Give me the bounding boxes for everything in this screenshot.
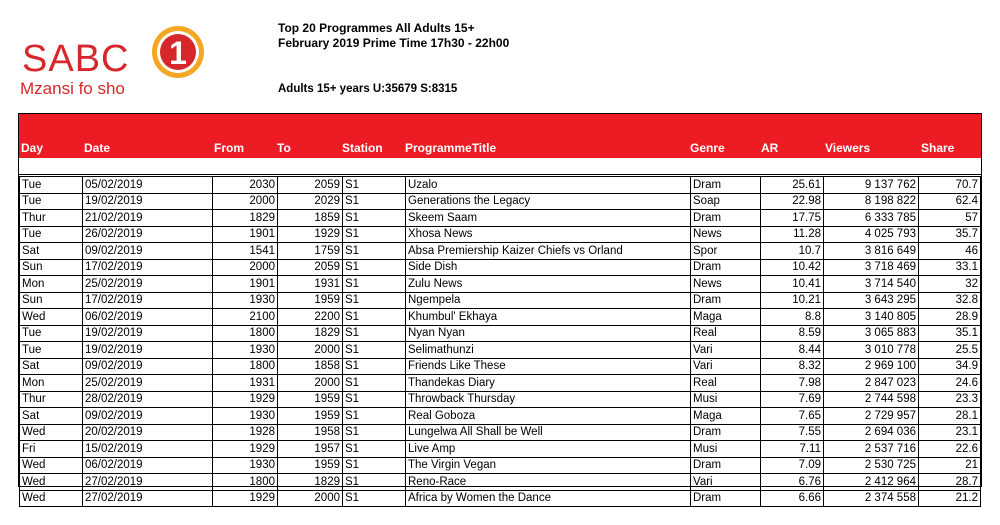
- cell-ar: 10.21: [761, 292, 824, 309]
- cell-viewers: 2 744 598: [824, 391, 919, 408]
- table-row: [20, 292, 981, 309]
- cell-programme-title: Side Dish: [406, 259, 691, 276]
- cell-day: Wed: [20, 424, 83, 441]
- cell-date: 28/02/2019: [83, 391, 213, 408]
- table-row: [20, 342, 981, 359]
- table-row: [20, 408, 981, 425]
- cell-to: 1829: [278, 325, 343, 342]
- cell-to: 1858: [278, 358, 343, 375]
- cell-share: 70.7: [919, 177, 981, 194]
- cell-day: Wed: [20, 457, 83, 474]
- cell-ar: 7.98: [761, 375, 824, 392]
- cell-genre: Dram: [691, 490, 761, 507]
- cell-station: S1: [343, 292, 406, 309]
- cell-viewers: 3 010 778: [824, 342, 919, 359]
- table-row: [20, 259, 981, 276]
- cell-viewers: 3 643 295: [824, 292, 919, 309]
- cell-share: 35.7: [919, 226, 981, 243]
- cell-station: S1: [343, 226, 406, 243]
- cell-from: 1800: [213, 325, 278, 342]
- cell-programme-title: Generations the Legacy: [406, 193, 691, 210]
- sabc1-logo: [18, 18, 208, 98]
- cell-share: 28.9: [919, 309, 981, 326]
- cell-to: 2200: [278, 309, 343, 326]
- cell-from: 1901: [213, 226, 278, 243]
- cell-genre: Maga: [691, 309, 761, 326]
- cell-station: S1: [343, 408, 406, 425]
- cell-genre: Dram: [691, 424, 761, 441]
- cell-ar: 10.41: [761, 276, 824, 293]
- cell-ar: 7.09: [761, 457, 824, 474]
- col-header-to: To: [277, 141, 291, 155]
- cell-day: Mon: [20, 276, 83, 293]
- cell-from: 1901: [213, 276, 278, 293]
- cell-from: 1541: [213, 243, 278, 260]
- cell-date: 25/02/2019: [83, 375, 213, 392]
- cell-station: S1: [343, 210, 406, 227]
- cell-genre: News: [691, 226, 761, 243]
- table-row: [20, 177, 981, 194]
- cell-genre: Soap: [691, 193, 761, 210]
- cell-to: 2000: [278, 342, 343, 359]
- cell-viewers: 2 729 957: [824, 408, 919, 425]
- cell-from: 1930: [213, 408, 278, 425]
- cell-genre: Real: [691, 325, 761, 342]
- cell-genre: Musi: [691, 391, 761, 408]
- cell-to: 2059: [278, 259, 343, 276]
- cell-ar: 22.98: [761, 193, 824, 210]
- cell-station: S1: [343, 325, 406, 342]
- cell-day: Mon: [20, 375, 83, 392]
- col-header-viewers: Viewers: [825, 141, 871, 155]
- cell-day: Wed: [20, 490, 83, 507]
- table-row: [20, 358, 981, 375]
- cell-station: S1: [343, 358, 406, 375]
- table-row: [20, 193, 981, 210]
- cell-date: 17/02/2019: [83, 292, 213, 309]
- cell-viewers: 8 198 822: [824, 193, 919, 210]
- table-row: [20, 391, 981, 408]
- cell-to: 1959: [278, 457, 343, 474]
- cell-station: S1: [343, 391, 406, 408]
- col-header-station: Station: [342, 141, 383, 155]
- cell-viewers: 2 374 558: [824, 490, 919, 507]
- cell-date: 19/02/2019: [83, 193, 213, 210]
- cell-from: 1800: [213, 474, 278, 491]
- cell-share: 57: [919, 210, 981, 227]
- col-header-from: From: [214, 141, 244, 155]
- cell-ar: 7.55: [761, 424, 824, 441]
- cell-viewers: 2 537 716: [824, 441, 919, 458]
- cell-viewers: 9 137 762: [824, 177, 919, 194]
- cell-programme-title: Ngempela: [406, 292, 691, 309]
- cell-ar: 25.61: [761, 177, 824, 194]
- cell-station: S1: [343, 309, 406, 326]
- cell-genre: Dram: [691, 457, 761, 474]
- cell-from: 1929: [213, 391, 278, 408]
- col-header-ar: AR: [761, 141, 779, 155]
- table-row: [20, 226, 981, 243]
- cell-programme-title: Real Goboza: [406, 408, 691, 425]
- cell-share: 28.1: [919, 408, 981, 425]
- cell-from: 2100: [213, 309, 278, 326]
- cell-date: 27/02/2019: [83, 474, 213, 491]
- cell-from: 2000: [213, 259, 278, 276]
- cell-share: 33.1: [919, 259, 981, 276]
- cell-to: 1859: [278, 210, 343, 227]
- table-row: [20, 424, 981, 441]
- logo-circle-icon: [150, 22, 206, 82]
- cell-date: 06/02/2019: [83, 309, 213, 326]
- col-header-genre: Genre: [690, 141, 725, 155]
- col-header-share: Share: [921, 141, 955, 155]
- cell-viewers: 2 694 036: [824, 424, 919, 441]
- cell-from: 1930: [213, 457, 278, 474]
- cell-genre: Spor: [691, 243, 761, 260]
- cell-day: Tue: [20, 193, 83, 210]
- cell-viewers: 6 333 785: [824, 210, 919, 227]
- cell-date: 15/02/2019: [83, 441, 213, 458]
- cell-day: Tue: [20, 177, 83, 194]
- cell-share: 25.5: [919, 342, 981, 359]
- cell-from: 1930: [213, 292, 278, 309]
- cell-programme-title: The Virgin Vegan: [406, 457, 691, 474]
- cell-genre: Maga: [691, 408, 761, 425]
- cell-ar: 10.7: [761, 243, 824, 260]
- cell-date: 09/02/2019: [83, 408, 213, 425]
- report-title-line2: February 2019 Prime Time 17h30 - 22h00: [278, 36, 510, 50]
- cell-share: 21: [919, 457, 981, 474]
- table-row: [20, 490, 981, 507]
- cell-share: 34.9: [919, 358, 981, 375]
- cell-viewers: 2 969 100: [824, 358, 919, 375]
- cell-from: 1931: [213, 375, 278, 392]
- cell-share: 21.2: [919, 490, 981, 507]
- cell-from: 2000: [213, 193, 278, 210]
- cell-day: Wed: [20, 474, 83, 491]
- cell-to: 2000: [278, 375, 343, 392]
- cell-to: 1959: [278, 391, 343, 408]
- cell-programme-title: Selimathunzi: [406, 342, 691, 359]
- table-row: [20, 243, 981, 260]
- cell-programme-title: Lungelwa All Shall be Well: [406, 424, 691, 441]
- cell-viewers: 3 816 649: [824, 243, 919, 260]
- cell-date: 21/02/2019: [83, 210, 213, 227]
- col-header-programme-title: ProgrammeTitle: [405, 141, 497, 155]
- cell-genre: Vari: [691, 474, 761, 491]
- cell-day: Sun: [20, 292, 83, 309]
- cell-date: 06/02/2019: [83, 457, 213, 474]
- logo-tagline: Mzansi fo sho: [20, 79, 125, 98]
- cell-programme-title: Zulu News: [406, 276, 691, 293]
- cell-genre: Dram: [691, 292, 761, 309]
- cell-ar: 10.42: [761, 259, 824, 276]
- cell-date: 19/02/2019: [83, 325, 213, 342]
- cell-station: S1: [343, 177, 406, 194]
- cell-viewers: 2 847 023: [824, 375, 919, 392]
- cell-share: 23.3: [919, 391, 981, 408]
- cell-programme-title: Absa Premiership Kaizer Chiefs vs Orland: [406, 243, 691, 260]
- cell-programme-title: Uzalo: [406, 177, 691, 194]
- cell-station: S1: [343, 375, 406, 392]
- cell-viewers: 3 714 540: [824, 276, 919, 293]
- cell-genre: Real: [691, 375, 761, 392]
- table-row: [20, 375, 981, 392]
- cell-to: 1958: [278, 424, 343, 441]
- cell-station: S1: [343, 457, 406, 474]
- cell-ar: 8.59: [761, 325, 824, 342]
- cell-ar: 6.76: [761, 474, 824, 491]
- cell-genre: Musi: [691, 441, 761, 458]
- ratings-table: [19, 176, 981, 507]
- cell-station: S1: [343, 474, 406, 491]
- cell-station: S1: [343, 276, 406, 293]
- cell-date: 17/02/2019: [83, 259, 213, 276]
- cell-to: 1959: [278, 408, 343, 425]
- cell-genre: Dram: [691, 177, 761, 194]
- cell-programme-title: Throwback Thursday: [406, 391, 691, 408]
- cell-from: 1930: [213, 342, 278, 359]
- cell-from: 1929: [213, 441, 278, 458]
- cell-from: 2030: [213, 177, 278, 194]
- cell-station: S1: [343, 259, 406, 276]
- cell-station: S1: [343, 243, 406, 260]
- cell-date: 09/02/2019: [83, 358, 213, 375]
- cell-programme-title: Xhosa News: [406, 226, 691, 243]
- cell-day: Thur: [20, 210, 83, 227]
- col-header-day: Day: [21, 141, 44, 155]
- cell-share: 46: [919, 243, 981, 260]
- cell-share: 35.1: [919, 325, 981, 342]
- cell-date: 25/02/2019: [83, 276, 213, 293]
- cell-share: 32.8: [919, 292, 981, 309]
- cell-to: 1959: [278, 292, 343, 309]
- cell-share: 23.1: [919, 424, 981, 441]
- cell-day: Tue: [20, 226, 83, 243]
- cell-genre: Dram: [691, 259, 761, 276]
- cell-station: S1: [343, 441, 406, 458]
- cell-viewers: 4 025 793: [824, 226, 919, 243]
- cell-station: S1: [343, 424, 406, 441]
- cell-to: 1829: [278, 474, 343, 491]
- cell-programme-title: Thandekas Diary: [406, 375, 691, 392]
- table-row: [20, 276, 981, 293]
- cell-date: 19/02/2019: [83, 342, 213, 359]
- cell-programme-title: Reno-Race: [406, 474, 691, 491]
- cell-station: S1: [343, 490, 406, 507]
- cell-programme-title: Skeem Saam: [406, 210, 691, 227]
- cell-to: 2000: [278, 490, 343, 507]
- cell-to: 1759: [278, 243, 343, 260]
- cell-from: 1800: [213, 358, 278, 375]
- table-row: [20, 210, 981, 227]
- cell-genre: Dram: [691, 210, 761, 227]
- table-row: [20, 474, 981, 491]
- cell-viewers: 3 065 883: [824, 325, 919, 342]
- cell-day: Sun: [20, 259, 83, 276]
- sample-info: Adults 15+ years U:35679 S:8315: [278, 83, 458, 95]
- cell-date: 05/02/2019: [83, 177, 213, 194]
- table-row: [20, 441, 981, 458]
- cell-share: 32: [919, 276, 981, 293]
- cell-from: 1928: [213, 424, 278, 441]
- cell-share: 62.4: [919, 193, 981, 210]
- cell-to: 1929: [278, 226, 343, 243]
- cell-ar: 7.11: [761, 441, 824, 458]
- cell-ar: 8.8: [761, 309, 824, 326]
- cell-share: 28.7: [919, 474, 981, 491]
- cell-from: 1929: [213, 490, 278, 507]
- cell-station: S1: [343, 193, 406, 210]
- cell-programme-title: Africa by Women the Dance: [406, 490, 691, 507]
- cell-date: 26/02/2019: [83, 226, 213, 243]
- table-row: [20, 309, 981, 326]
- cell-viewers: 2 412 964: [824, 474, 919, 491]
- cell-ar: 17.75: [761, 210, 824, 227]
- cell-day: Wed: [20, 309, 83, 326]
- cell-day: Sat: [20, 408, 83, 425]
- header-spacer-band: [19, 158, 981, 175]
- cell-programme-title: Nyan Nyan: [406, 325, 691, 342]
- report-title-line1: Top 20 Programmes All Adults 15+: [278, 21, 475, 35]
- cell-ar: 11.28: [761, 226, 824, 243]
- cell-viewers: 2 530 725: [824, 457, 919, 474]
- logo-brand: SABC: [22, 38, 130, 80]
- cell-share: 24.6: [919, 375, 981, 392]
- logo-numeral: 1: [169, 35, 187, 71]
- cell-ar: 8.32: [761, 358, 824, 375]
- cell-ar: 6.66: [761, 490, 824, 507]
- cell-date: 09/02/2019: [83, 243, 213, 260]
- cell-day: Sat: [20, 358, 83, 375]
- cell-ar: 7.69: [761, 391, 824, 408]
- cell-ar: 7.65: [761, 408, 824, 425]
- cell-day: Tue: [20, 342, 83, 359]
- cell-programme-title: Friends Like These: [406, 358, 691, 375]
- cell-viewers: 3 140 805: [824, 309, 919, 326]
- cell-ar: 8.44: [761, 342, 824, 359]
- cell-share: 22.6: [919, 441, 981, 458]
- ratings-table-frame: [18, 113, 982, 505]
- cell-day: Sat: [20, 243, 83, 260]
- cell-date: 27/02/2019: [83, 490, 213, 507]
- cell-programme-title: Live Amp: [406, 441, 691, 458]
- cell-genre: Vari: [691, 342, 761, 359]
- cell-date: 20/02/2019: [83, 424, 213, 441]
- cell-genre: Vari: [691, 358, 761, 375]
- cell-day: Thur: [20, 391, 83, 408]
- cell-to: 1957: [278, 441, 343, 458]
- cell-station: S1: [343, 342, 406, 359]
- cell-day: Tue: [20, 325, 83, 342]
- cell-genre: News: [691, 276, 761, 293]
- table-row: [20, 325, 981, 342]
- table-row: [20, 457, 981, 474]
- table-header-bar: [19, 114, 981, 158]
- cell-to: 1931: [278, 276, 343, 293]
- cell-to: 2029: [278, 193, 343, 210]
- cell-from: 1829: [213, 210, 278, 227]
- report-title: [278, 21, 509, 51]
- cell-programme-title: Khumbul' Ekhaya: [406, 309, 691, 326]
- cell-to: 2059: [278, 177, 343, 194]
- col-header-date: Date: [84, 141, 111, 155]
- cell-viewers: 3 718 469: [824, 259, 919, 276]
- cell-day: Fri: [20, 441, 83, 458]
